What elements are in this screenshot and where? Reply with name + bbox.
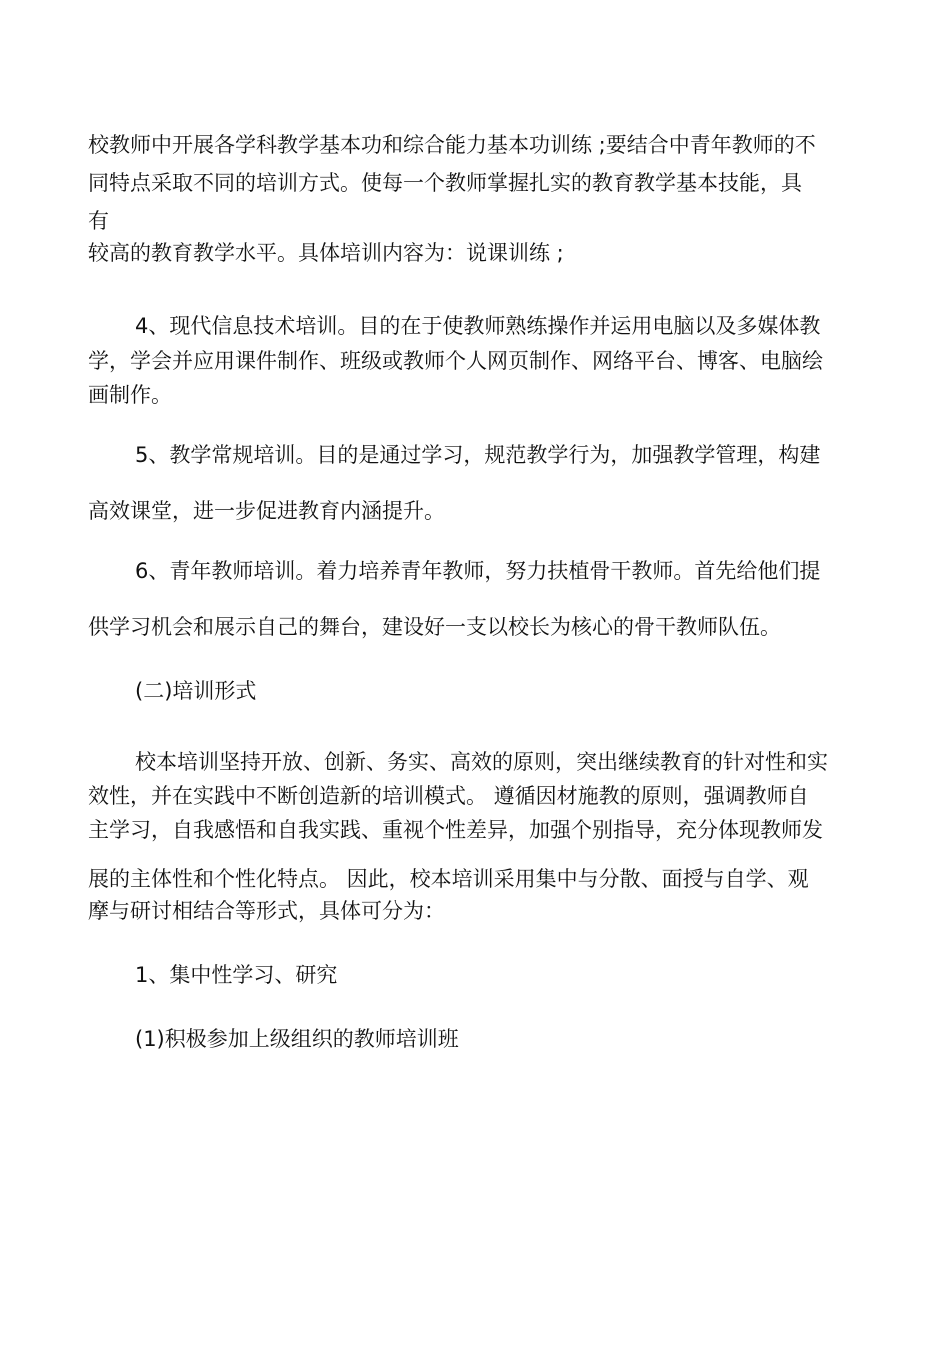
text-line: 有 [88, 209, 109, 233]
text-line: 较高的教育教学水平。具体培训内容为：说课训练 ; [88, 241, 564, 265]
text-line: 校教师中开展各学科教学基本功和综合能力基本功训练 ;要结合中青年教师的不 [88, 133, 816, 157]
text-line: 摩与研讨相结合等形式，具体可分为： [88, 899, 445, 923]
text-line: 4、现代信息技术培训。目的在于使教师熟练操作并运用电脑以及多媒体教 [135, 314, 821, 338]
text-line: 高效课堂，进一步促进教育内涵提升。 [88, 499, 445, 523]
list-item: 1、集中性学习、研究 [135, 963, 338, 987]
text-line: 学，学会并应用课件制作、班级或教师个人网页制作、网络平台、博客、电脑绘 [88, 349, 823, 373]
text-line: 展的主体性和个性化特点。 因此，校本培训采用集中与分散、面授与自学、观 [88, 867, 809, 891]
section-heading: (二)培训形式 [135, 679, 257, 703]
text-line: 供学习机会和展示自己的舞台，建设好一支以校长为核心的骨干教师队伍。 [88, 615, 781, 639]
text-line: 画制作。 [88, 383, 172, 407]
text-line: 校本培训坚持开放、创新、务实、高效的原则，突出继续教育的针对性和实 [135, 750, 828, 774]
text-line: 5、教学常规培训。目的是通过学习，规范教学行为，加强教学管理，构建 [135, 443, 821, 467]
text-line: 6、青年教师培训。着力培养青年教师，努力扶植骨干教师。首先给他们提 [135, 559, 821, 583]
text-line: 主学习，自我感悟和自我实践、重视个性差异，加强个别指导，充分体现教师发 [88, 818, 823, 842]
text-line: 同特点采取不同的培训方式。使每一个教师掌握扎实的教育教学基本技能，具 [88, 171, 802, 195]
text-line: 效性，并在实践中不断创造新的培训模式。 遵循因材施教的原则，强调教师自 [88, 784, 809, 808]
list-item: (1)积极参加上级组织的教师培训班 [135, 1027, 459, 1051]
